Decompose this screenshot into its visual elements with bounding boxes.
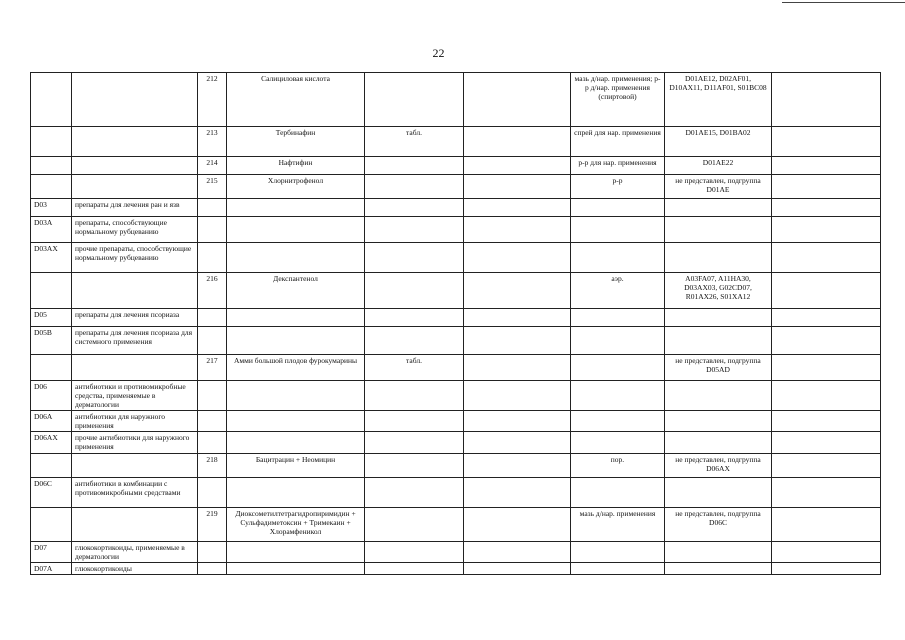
release-form-cell	[571, 542, 665, 563]
note-cell	[772, 454, 881, 478]
dosage-form-cell	[365, 327, 464, 355]
dosage-form-cell	[365, 411, 464, 432]
table-row	[31, 309, 881, 327]
release-form-cell	[571, 563, 665, 575]
dosage-form-cell	[365, 563, 464, 575]
release-form-cell: пор.	[571, 454, 665, 478]
class-name-cell	[72, 508, 198, 542]
atc-classification-cell	[665, 411, 772, 432]
table-row	[31, 355, 881, 381]
class-name-cell	[72, 157, 198, 175]
table-row	[31, 327, 881, 355]
table-row	[31, 199, 881, 217]
row-number-cell: 219	[198, 508, 227, 542]
atc-code-cell: D05	[31, 309, 72, 327]
note-cell	[772, 542, 881, 563]
row-number-cell: 212	[198, 73, 227, 127]
release-form-cell	[571, 327, 665, 355]
release-form-cell	[571, 432, 665, 454]
note-cell	[772, 273, 881, 309]
drug-name-cell	[227, 432, 365, 454]
dosage-form-cell	[365, 73, 464, 127]
table-row	[31, 454, 881, 478]
row-number-cell: 213	[198, 127, 227, 157]
atc-classification-cell: не представлен, подгруппа D06AX	[665, 454, 772, 478]
drug-name-cell: Тербинафин	[227, 127, 365, 157]
table-row	[31, 73, 881, 127]
atc-code-cell: D05B	[31, 327, 72, 355]
extra-cell	[464, 273, 571, 309]
class-name-cell: антибиотики и противомикробные средства, применяемые в дерматологии	[72, 381, 198, 411]
release-form-cell	[571, 355, 665, 381]
row-number-cell	[198, 243, 227, 273]
class-name-cell: антибиотики для наружного применения	[72, 411, 198, 432]
note-cell	[772, 217, 881, 243]
extra-cell	[464, 175, 571, 199]
atc-classification-cell: не представлен, подгруппа D01AE	[665, 175, 772, 199]
row-number-cell	[198, 217, 227, 243]
atc-code-cell: D06C	[31, 478, 72, 508]
atc-code-cell: D06A	[31, 411, 72, 432]
dosage-form-cell	[365, 175, 464, 199]
atc-code-cell	[31, 355, 72, 381]
note-cell	[772, 563, 881, 575]
table-row	[31, 273, 881, 309]
atc-code-cell: D03AX	[31, 243, 72, 273]
release-form-cell: р-р	[571, 175, 665, 199]
table-row	[31, 381, 881, 411]
extra-cell	[464, 243, 571, 273]
note-cell	[772, 327, 881, 355]
row-number-cell	[198, 381, 227, 411]
class-name-cell	[72, 73, 198, 127]
drug-name-cell	[227, 217, 365, 243]
dosage-form-cell	[365, 542, 464, 563]
atc-code-cell	[31, 127, 72, 157]
row-number-cell	[198, 199, 227, 217]
class-name-cell: глюкокортикоиды, применяемые в дерматологии	[72, 542, 198, 563]
top-rule	[782, 2, 905, 3]
atc-code-cell: D07A	[31, 563, 72, 575]
dosage-form-cell	[365, 243, 464, 273]
release-form-cell	[571, 217, 665, 243]
class-name-cell: прочие препараты, способствующие нормальному рубцеванию	[72, 243, 198, 273]
table-row	[31, 157, 881, 175]
row-number-cell	[198, 327, 227, 355]
atc-classification-cell: не представлен, подгруппа D06C	[665, 508, 772, 542]
table-row	[31, 542, 881, 563]
drug-name-cell	[227, 199, 365, 217]
release-form-cell: р-р для нар. применения	[571, 157, 665, 175]
atc-code-cell: D06	[31, 381, 72, 411]
drug-name-cell	[227, 309, 365, 327]
note-cell	[772, 355, 881, 381]
drug-table	[30, 72, 881, 575]
table-row	[31, 478, 881, 508]
row-number-cell: 217	[198, 355, 227, 381]
note-cell	[772, 243, 881, 273]
drug-name-cell	[227, 563, 365, 575]
dosage-form-cell	[365, 309, 464, 327]
table-row	[31, 432, 881, 454]
drug-name-cell: Амми большой плодов фурокумарины	[227, 355, 365, 381]
drug-name-cell	[227, 243, 365, 273]
atc-classification-cell: D01AE22	[665, 157, 772, 175]
dosage-form-cell	[365, 217, 464, 243]
drug-name-cell	[227, 327, 365, 355]
table-row	[31, 127, 881, 157]
drug-name-cell	[227, 478, 365, 508]
dosage-form-cell	[365, 381, 464, 411]
atc-classification-cell	[665, 432, 772, 454]
drug-name-cell: Декспантенол	[227, 273, 365, 309]
note-cell	[772, 73, 881, 127]
extra-cell	[464, 355, 571, 381]
drug-name-cell: Бацитрацин + Неомицин	[227, 454, 365, 478]
atc-code-cell: D03A	[31, 217, 72, 243]
dosage-form-cell	[365, 273, 464, 309]
note-cell	[772, 175, 881, 199]
atc-classification-cell: не представлен, подгруппа D05AD	[665, 355, 772, 381]
dosage-form-cell	[365, 508, 464, 542]
extra-cell	[464, 381, 571, 411]
atc-classification-cell	[665, 478, 772, 508]
class-name-cell: глюкокортикоиды	[72, 563, 198, 575]
class-name-cell	[72, 355, 198, 381]
row-number-cell: 216	[198, 273, 227, 309]
release-form-cell	[571, 478, 665, 508]
class-name-cell	[72, 175, 198, 199]
atc-classification-cell	[665, 327, 772, 355]
row-number-cell: 214	[198, 157, 227, 175]
row-number-cell	[198, 563, 227, 575]
release-form-cell: мазь д/нар. применения	[571, 508, 665, 542]
note-cell	[772, 411, 881, 432]
atc-code-cell	[31, 273, 72, 309]
class-name-cell: прочие антибиотики для наружного применения	[72, 432, 198, 454]
row-number-cell: 215	[198, 175, 227, 199]
atc-classification-cell	[665, 243, 772, 273]
drug-name-cell	[227, 542, 365, 563]
extra-cell	[464, 454, 571, 478]
atc-classification-cell: D01AE12, D02AF01, D10AX11, D11AF01, S01BC08	[665, 73, 772, 127]
note-cell	[772, 157, 881, 175]
drug-name-cell	[227, 411, 365, 432]
atc-classification-cell	[665, 381, 772, 411]
atc-code-cell: D06AX	[31, 432, 72, 454]
atc-code-cell	[31, 73, 72, 127]
release-form-cell	[571, 243, 665, 273]
row-number-cell: 218	[198, 454, 227, 478]
release-form-cell: спрей для нар. применения	[571, 127, 665, 157]
atc-classification-cell	[665, 542, 772, 563]
row-number-cell	[198, 411, 227, 432]
release-form-cell	[571, 309, 665, 327]
extra-cell	[464, 432, 571, 454]
atc-classification-cell: A03FA07, A11HA30, D03AX03, G02CD07, R01AX26, S01XA12	[665, 273, 772, 309]
drug-name-cell	[227, 381, 365, 411]
class-name-cell	[72, 454, 198, 478]
table-row	[31, 175, 881, 199]
release-form-cell	[571, 381, 665, 411]
class-name-cell	[72, 273, 198, 309]
note-cell	[772, 127, 881, 157]
table-row	[31, 563, 881, 575]
release-form-cell	[571, 411, 665, 432]
table-row	[31, 411, 881, 432]
class-name-cell: препараты, способствующие нормальному рубцеванию	[72, 217, 198, 243]
note-cell	[772, 432, 881, 454]
extra-cell	[464, 217, 571, 243]
class-name-cell: препараты для лечения псориаза	[72, 309, 198, 327]
row-number-cell	[198, 309, 227, 327]
atc-classification-cell	[665, 563, 772, 575]
note-cell	[772, 508, 881, 542]
table-row	[31, 217, 881, 243]
drug-name-cell: Нафтифин	[227, 157, 365, 175]
extra-cell	[464, 157, 571, 175]
dosage-form-cell: табл.	[365, 355, 464, 381]
class-name-cell	[72, 127, 198, 157]
class-name-cell: препараты для лечения псориаза для системного применения	[72, 327, 198, 355]
table-row	[31, 243, 881, 273]
dosage-form-cell: табл.	[365, 127, 464, 157]
extra-cell	[464, 199, 571, 217]
dosage-form-cell	[365, 454, 464, 478]
extra-cell	[464, 327, 571, 355]
atc-classification-cell	[665, 199, 772, 217]
atc-code-cell: D03	[31, 199, 72, 217]
dosage-form-cell	[365, 478, 464, 508]
extra-cell	[464, 563, 571, 575]
atc-code-cell	[31, 175, 72, 199]
extra-cell	[464, 542, 571, 563]
atc-classification-cell	[665, 217, 772, 243]
note-cell	[772, 309, 881, 327]
atc-code-cell	[31, 454, 72, 478]
drug-name-cell: Салициловая кислота	[227, 73, 365, 127]
atc-code-cell: D07	[31, 542, 72, 563]
release-form-cell: аэр.	[571, 273, 665, 309]
extra-cell	[464, 73, 571, 127]
table-row	[31, 508, 881, 542]
drug-name-cell: Хлорнитрофенол	[227, 175, 365, 199]
extra-cell	[464, 508, 571, 542]
class-name-cell: антибиотики в комбинации с противомикробными средствами	[72, 478, 198, 508]
atc-classification-cell: D01AE15, D01BA02	[665, 127, 772, 157]
note-cell	[772, 199, 881, 217]
drug-name-cell: Диоксометилтетрагидропиримидин + Сульфадиметоксин + Тримекаин + Хлорамфеникол	[227, 508, 365, 542]
dosage-form-cell	[365, 157, 464, 175]
row-number-cell	[198, 432, 227, 454]
atc-classification-cell	[665, 309, 772, 327]
dosage-form-cell	[365, 432, 464, 454]
release-form-cell: мазь д/нар. применения; р-р д/нар. применения (спиртовой)	[571, 73, 665, 127]
extra-cell	[464, 127, 571, 157]
atc-code-cell	[31, 508, 72, 542]
page-number: 22	[432, 46, 445, 60]
extra-cell	[464, 309, 571, 327]
row-number-cell	[198, 542, 227, 563]
extra-cell	[464, 411, 571, 432]
extra-cell	[464, 478, 571, 508]
atc-code-cell	[31, 157, 72, 175]
release-form-cell	[571, 199, 665, 217]
note-cell	[772, 478, 881, 508]
class-name-cell: препараты для лечения ран и язв	[72, 199, 198, 217]
row-number-cell	[198, 478, 227, 508]
dosage-form-cell	[365, 199, 464, 217]
note-cell	[772, 381, 881, 411]
